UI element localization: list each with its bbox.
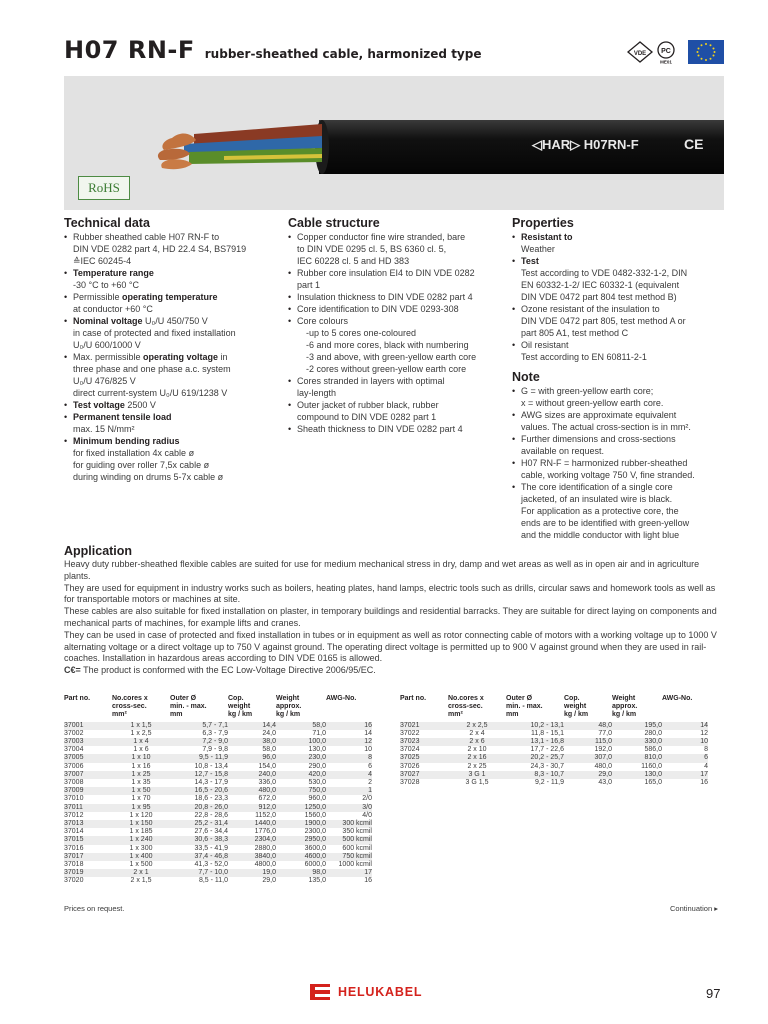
- table-cell: 30,6 - 38,3: [170, 836, 228, 844]
- table-cell: 130,0: [308, 746, 326, 754]
- table-row: [64, 754, 372, 762]
- table-cell: 37021: [400, 722, 448, 730]
- table-row: [64, 746, 372, 754]
- col-header-weight: Weight approx. kg / km: [276, 695, 302, 719]
- col-header-cop: Cop. weight kg / km: [564, 695, 589, 719]
- table-cell: 37010: [64, 795, 84, 803]
- table-cell: 290,0: [308, 762, 326, 770]
- table-cell: 6000,0: [304, 861, 326, 869]
- table-cell: 1000 kcmil: [338, 861, 372, 869]
- list-item: • The core identification of a single core jacketed, of an insulated wire is black. For application as a protective core, the ends are to be identified with green-yellow and the middle conductor with light blue: [512, 481, 728, 541]
- list-item: • Outer jacket of rubber black, rubber compound to DIN VDE 0282 part 1: [288, 399, 504, 423]
- table-cell: 912,0: [228, 804, 276, 812]
- table-row: [64, 738, 372, 746]
- table-cell: 20,8 - 26,0: [170, 804, 228, 812]
- table-row: [400, 771, 708, 779]
- table-cell: 2 x 16: [448, 754, 506, 762]
- table-cell: 1 x 300: [129, 844, 153, 852]
- table-cell: 17: [662, 771, 708, 779]
- list-item: • Core identification to DIN VDE 0293-308: [288, 303, 504, 315]
- table-row: [64, 812, 372, 820]
- table-cell: 9,5 - 11,9: [170, 754, 228, 762]
- table-cell: 25,2 - 31,4: [170, 820, 228, 828]
- helukabel-mark-icon: [310, 984, 330, 1000]
- table-cell: 29,0: [262, 877, 276, 885]
- table-cell: 37006: [64, 762, 84, 770]
- page-number: 97: [706, 986, 721, 1001]
- table-row: [64, 861, 372, 869]
- table-cell: 1: [326, 787, 372, 795]
- table-cell: 4800,0: [254, 861, 276, 869]
- technical-data-title: Technical data: [64, 216, 150, 230]
- table-cell: 1 x 185: [129, 828, 153, 836]
- table-cell: 98,0: [276, 869, 326, 877]
- table-cell: 14,3 - 17,9: [194, 779, 228, 787]
- table-cell: 7,2 - 9,0: [170, 738, 228, 746]
- table-cell: 29,0: [564, 771, 612, 779]
- table-cell: 22,8 - 28,6: [194, 811, 228, 819]
- table-cell: 37005: [64, 754, 112, 762]
- table-cell: 4: [704, 762, 708, 770]
- table-row: [64, 787, 372, 795]
- table-cell: 420,0: [276, 771, 326, 779]
- table-cell: 12,7 - 15,8: [170, 771, 228, 779]
- table-cell: 11,8 - 15,1: [531, 729, 564, 737]
- table-cell: 1440,0: [228, 820, 276, 828]
- application-paragraph: C€= The product is conformed with the EC Low-Voltage Directive 2006/95/EC.: [64, 665, 376, 676]
- table-cell: 12: [700, 729, 708, 737]
- table-cell: 13,1 - 16,8: [506, 738, 564, 746]
- table-cell: 3/0: [326, 804, 372, 812]
- table-cell: 1 x 50: [112, 787, 170, 795]
- table-cell: 37018: [64, 861, 84, 869]
- cable-table-right: [400, 695, 708, 787]
- application-paragraph: These cables are also suitable for fixed installation on plaster, in temporary buildings and residential barracks. They are suitable for direct laying on components and mechanical parts of machines, for example lifts and cranes.: [64, 606, 717, 628]
- list-item: • G = with green-yellow earth core; x = without green-yellow earth core.: [512, 385, 728, 409]
- col-header-awg: AWG-No.: [662, 695, 693, 702]
- table-cell: 586,0: [644, 746, 662, 754]
- table-cell: 16,5 - 20,6: [170, 787, 228, 795]
- table-cell: 350 kcmil: [342, 828, 372, 836]
- svg-text:VDE: VDE: [633, 51, 647, 57]
- table-cell: 480,0: [594, 762, 612, 770]
- application-section: [64, 543, 728, 677]
- application-paragraph: Heavy duty rubber-sheathed flexible cables are suited for use for medium mechanical stress in dry, damp and wet areas as well as in open air and in agriculture plants.: [64, 559, 700, 581]
- ce-mark: CE: [684, 136, 704, 152]
- table-cell: 10,8 - 13,4: [194, 762, 228, 770]
- eu-flag-logo: [688, 40, 724, 64]
- table-cell: 10: [364, 746, 372, 754]
- table-cell: 37023: [400, 738, 448, 746]
- table-cell: 16: [700, 779, 708, 787]
- list-item: • Resistant to Weather: [512, 231, 728, 255]
- table-row: [64, 869, 372, 877]
- table-cell: 100,0: [276, 738, 326, 746]
- properties-section: [512, 215, 728, 541]
- table-cell: 2 x 10: [467, 746, 487, 754]
- table-cell: 1 x 120: [129, 811, 153, 819]
- table-row: [400, 763, 708, 771]
- list-item: • Core colours -up to 5 cores one-coloured -6 and more cores, black with numbering -3 and above, with green-yellow earth core -2 cores without green-yellow earth core: [288, 315, 504, 375]
- table-row: [64, 828, 372, 836]
- table-cell: 71,0: [312, 729, 326, 737]
- list-item: • Minimum bending radius for fixed installation 4x cable ø for guiding over roller 7,5x cable ø during winding on drums 5-7x cable ø: [64, 435, 282, 483]
- table-cell: 480,0: [228, 787, 276, 795]
- table-cell: 2880,0: [254, 844, 276, 852]
- cable-structure-section: [288, 215, 504, 435]
- table-cell: 37024: [400, 746, 420, 754]
- table-cell: 16: [364, 877, 372, 885]
- table-cell: 6: [368, 762, 372, 770]
- helukabel-logo: [310, 984, 422, 1000]
- table-cell: 24,3 - 30,7: [530, 762, 564, 770]
- continuation-link[interactable]: Continuation ▸: [670, 904, 718, 913]
- table-cell: 18,6 - 23,3: [194, 795, 228, 803]
- table-body: [400, 722, 708, 788]
- table-cell: 8: [326, 754, 372, 762]
- table-cell: 2304,0: [228, 836, 276, 844]
- list-item: • Test Test according to VDE 0482-332-1-2, DIN EN 60332-1-2/ IEC 60332-1 (equivalent DIN VDE 0472 part 804 test method B): [512, 255, 728, 303]
- table-cell: 33,5 - 41,9: [194, 844, 228, 852]
- table-cell: 2 x 1: [112, 869, 170, 877]
- properties-title: Properties: [512, 216, 574, 230]
- col-header-awg: AWG-No.: [326, 695, 357, 702]
- table-cell: 960,0: [308, 795, 326, 803]
- table-cell: 37020: [64, 877, 84, 885]
- table-row: [64, 771, 372, 779]
- table-cell: 810,0: [612, 754, 662, 762]
- col-header-part: Part no.: [400, 695, 427, 702]
- page-header: [64, 36, 481, 68]
- table-row: [64, 730, 372, 738]
- table-cell: 4: [326, 771, 372, 779]
- table-cell: 17,7 - 22,6: [530, 746, 564, 754]
- table-cell: 1 x 25: [112, 771, 170, 779]
- table-cell: 58,0: [262, 746, 276, 754]
- table-cell: 17: [326, 869, 372, 877]
- list-item: • Copper conductor fine wire stranded, bare to DIN VDE 0295 cl. 5, BS 6360 cl. 5, IEC 60228 cl. 5 and HD 383: [288, 231, 504, 267]
- col-header-weight: Weight approx. kg / km: [612, 695, 638, 719]
- table-cell: 300 kcmil: [326, 820, 372, 828]
- note-list: [512, 385, 728, 541]
- table-row: [64, 795, 372, 803]
- table-cell: 1160,0: [641, 762, 662, 770]
- list-item: • Max. permissible operating voltage in three phase and one phase a.c. system U₀/U 476/825 V direct current-system U₀/U 619/1238 V: [64, 351, 282, 399]
- table-cell: 240,0: [228, 771, 276, 779]
- ce-symbol: C€=: [64, 665, 81, 676]
- table-cell: 37011: [64, 804, 112, 812]
- table-cell: 37012: [64, 811, 84, 819]
- table-cell: 1 x 400: [112, 853, 170, 861]
- table-cell: 230,0: [276, 754, 326, 762]
- table-cell: 192,0: [594, 746, 612, 754]
- table-cell: 38,0: [228, 738, 276, 746]
- table-cell: 600 kcmil: [342, 844, 372, 852]
- table-cell: 37004: [64, 746, 84, 754]
- cable-table-left: [64, 695, 372, 886]
- table-cell: 336,0: [258, 779, 276, 787]
- prices-note: Prices on request.: [64, 904, 125, 913]
- rohs-logo: RoHS: [78, 176, 130, 200]
- table-cell: 37003: [64, 738, 112, 746]
- table-cell: 37008: [64, 779, 84, 787]
- list-item: • Cores stranded in layers with optimal lay-length: [288, 375, 504, 399]
- table-cell: 37016: [64, 844, 84, 852]
- table-cell: 58,0: [276, 722, 326, 730]
- table-cell: 2 x 2,5: [448, 722, 506, 730]
- table-cell: 2 x 6: [448, 738, 506, 746]
- vde-logo: [628, 42, 652, 62]
- table-cell: 37,4 - 46,8: [170, 853, 228, 861]
- table-cell: 2/0: [362, 795, 372, 803]
- table-row: [64, 877, 372, 885]
- list-item: • Ozone resistant of the insulation to DIN VDE 0472 part 805, test method A or part 805 A1, test method C: [512, 303, 728, 339]
- table-cell: 1 x 500: [129, 861, 153, 869]
- table-cell: 37027: [400, 771, 448, 779]
- application-title: Application: [64, 544, 133, 558]
- cable-structure-title: Cable structure: [288, 216, 380, 230]
- table-cell: 10,2 - 13,1: [506, 722, 564, 730]
- table-row: [400, 722, 708, 730]
- table-cell: 37007: [64, 771, 112, 779]
- list-item: • Rubber core insulation EI4 to DIN VDE 0282 part 1: [288, 267, 504, 291]
- table-cell: 530,0: [308, 779, 326, 787]
- table-cell: 2300,0: [304, 828, 326, 836]
- table-cell: 672,0: [258, 795, 276, 803]
- table-cell: 27,6 - 34,4: [194, 828, 228, 836]
- table-cell: 6: [662, 754, 708, 762]
- table-cell: 14: [364, 729, 372, 737]
- table-cell: 1 x 2,5: [130, 729, 152, 737]
- table-cell: 3 G 1,5: [465, 779, 489, 787]
- certification-logos: [626, 40, 726, 64]
- table-row: [64, 804, 372, 812]
- table-cell: 77,0: [598, 729, 612, 737]
- table-cell: 330,0: [612, 738, 662, 746]
- table-cell: 1776,0: [254, 828, 276, 836]
- table-body: [64, 722, 372, 886]
- table-cell: 24,0: [262, 729, 276, 737]
- table-cell: 20,2 - 25,7: [506, 754, 564, 762]
- list-item: • Insulation thickness to DIN VDE 0282 part 4: [288, 291, 504, 303]
- table-cell: 2: [368, 779, 372, 787]
- table-cell: 1 x 150: [112, 820, 170, 828]
- list-item: • Further dimensions and cross-sections available on request.: [512, 433, 728, 457]
- table-cell: 2 x 4: [469, 729, 485, 737]
- table-cell: 8,5 - 11,0: [198, 877, 228, 885]
- application-paragraph: They are used for equipment in industry works such as boilers, heating plates, hand lamps, electric tools such as drills, circular saws and homework tools as well as for transportable motors or machines at site.: [64, 582, 716, 605]
- table-cell: 37028: [400, 779, 420, 787]
- table-row: [64, 722, 372, 730]
- svg-text:PC: PC: [661, 48, 671, 55]
- table-cell: 750,0: [276, 787, 326, 795]
- table-cell: 2 x 1,5: [130, 877, 152, 885]
- col-header-cop: Cop. weight kg / km: [228, 695, 253, 719]
- table-cell: 37001: [64, 722, 112, 730]
- svg-text:ME01: ME01: [660, 59, 672, 64]
- table-cell: 3 G 1: [448, 771, 506, 779]
- product-subtitle: rubber-sheathed cable, harmonized type: [204, 47, 482, 61]
- table-cell: 37022: [400, 729, 420, 737]
- table-cell: 3600,0: [304, 844, 326, 852]
- table-cell: 500 kcmil: [326, 836, 372, 844]
- table-cell: 1 x 10: [112, 754, 170, 762]
- table-cell: 12: [326, 738, 372, 746]
- table-cell: 8: [704, 746, 708, 754]
- col-header-cores: No.cores x cross-sec. mm²: [448, 695, 484, 719]
- table-cell: 1 x 4: [112, 738, 170, 746]
- table-row: [400, 779, 708, 787]
- table-cell: 2950,0: [276, 836, 326, 844]
- table-row: [64, 853, 372, 861]
- table-cell: 2 x 25: [467, 762, 487, 770]
- table-cell: 43,0: [598, 779, 612, 787]
- col-header-part: Part no.: [64, 695, 91, 702]
- table-cell: 41,3 - 52,0: [194, 861, 228, 869]
- table-cell: 130,0: [612, 771, 662, 779]
- list-item: • Oil resistant Test according to EN 60811-2-1: [512, 339, 728, 363]
- table-cell: 37009: [64, 787, 112, 795]
- table-cell: 96,0: [228, 754, 276, 762]
- col-header-outer: Outer Ø min. - max. mm: [506, 695, 543, 719]
- list-item: • Test voltage 2500 V: [64, 399, 282, 411]
- table-cell: 7,9 - 9,8: [202, 746, 228, 754]
- list-item: • H07 RN-F = harmonized rubber-sheathed cable, working voltage 750 V, fine stranded.: [512, 457, 728, 481]
- table-cell: 1152,0: [255, 811, 276, 819]
- table-cell: 14,4: [228, 722, 276, 730]
- table-cell: 1 x 95: [112, 804, 170, 812]
- brand-name: HELUKABEL: [338, 985, 423, 999]
- product-code: H07 RN-F: [64, 36, 195, 64]
- table-cell: 1 x 16: [131, 762, 151, 770]
- table-cell: 9,2 - 11,9: [534, 779, 564, 787]
- table-cell: 135,0: [308, 877, 326, 885]
- col-header-cores: No.cores x cross-sec. mm²: [112, 695, 148, 719]
- table-cell: 8,3 - 10,7: [506, 771, 564, 779]
- list-item: • Permanent tensile load max. 15 N/mm²: [64, 411, 282, 435]
- table-row: [64, 820, 372, 828]
- table-cell: 3840,0: [228, 853, 276, 861]
- table-row: [64, 779, 372, 787]
- table-cell: 16: [326, 722, 372, 730]
- table-cell: 6,3 - 7,9: [202, 729, 228, 737]
- note-title: Note: [512, 370, 540, 384]
- table-cell: 1 x 35: [131, 779, 151, 787]
- table-cell: 37014: [64, 828, 84, 836]
- table-cell: 307,0: [564, 754, 612, 762]
- table-row: [64, 836, 372, 844]
- table-cell: 4/0: [362, 811, 372, 819]
- table-cell: 1 x 6: [133, 746, 149, 754]
- list-item: • Nominal voltage U₀/U 450/750 V in case of protected and fixed installation U₀/U 600/1000 V: [64, 315, 282, 351]
- table-cell: 37026: [400, 762, 420, 770]
- cable-print-label: ◁HAR▷ H07RN-F: [532, 137, 639, 152]
- table-cell: 5,7 - 7,1: [170, 722, 228, 730]
- application-paragraph: They can be used in case of protected and fixed installation in tubes or in equipment as well as rotor connecting cable of motors with a working voltage up to 1000 V alternating voltage or a direct voltage up to 750 V against ground. The operating direct voltage is permitted up to 900 V against ground when they are used in rail-coaches. Installation in hazardous areas according to DIN VDE 0165 is allowed.: [64, 629, 717, 664]
- table-row: [400, 730, 708, 738]
- table-cell: 195,0: [612, 722, 662, 730]
- table-row: [400, 746, 708, 754]
- gost-logo: [658, 42, 674, 64]
- list-item: • Temperature range -30 °C to +60 °C: [64, 267, 282, 291]
- technical-data-section: [64, 215, 282, 483]
- table-row: [64, 763, 372, 771]
- list-item: • AWG sizes are approximate equivalent values. The actual cross-section is in mm².: [512, 409, 728, 433]
- table-cell: 10: [662, 738, 708, 746]
- table-cell: 1 x 70: [131, 795, 151, 803]
- list-item: • Permissible operating temperature at conductor +60 °C: [64, 291, 282, 315]
- table-cell: 1 x 240: [112, 836, 170, 844]
- product-photo: [64, 76, 724, 210]
- table-cell: 48,0: [564, 722, 612, 730]
- table-cell: 37015: [64, 836, 112, 844]
- table-cell: 1560,0: [304, 811, 326, 819]
- table-cell: 37017: [64, 853, 112, 861]
- table-cell: 115,0: [564, 738, 612, 746]
- table-cell: 19,0: [228, 869, 276, 877]
- table-cell: 1 x 1,5: [112, 722, 170, 730]
- table-cell: 37019: [64, 869, 112, 877]
- table-cell: 37013: [64, 820, 112, 828]
- table-cell: 7,7 - 10,0: [170, 869, 228, 877]
- table-cell: 280,0: [644, 729, 662, 737]
- list-item: • Sheath thickness to DIN VDE 0282 part 4: [288, 423, 504, 435]
- table-cell: 1900,0: [276, 820, 326, 828]
- table-cell: 750 kcmil: [326, 853, 372, 861]
- table-cell: 154,0: [258, 762, 276, 770]
- table-cell: 1250,0: [276, 804, 326, 812]
- table-cell: 4600,0: [276, 853, 326, 861]
- table-row: [400, 738, 708, 746]
- table-cell: 37002: [64, 729, 84, 737]
- table-cell: 37025: [400, 754, 448, 762]
- list-item: • Rubber sheathed cable H07 RN-F to DIN VDE 0282 part 4, HD 22.4 S4, BS7919 ≙IEC 60245-4: [64, 231, 282, 267]
- table-cell: 14: [662, 722, 708, 730]
- table-row: [400, 754, 708, 762]
- table-cell: 165,0: [644, 779, 662, 787]
- col-header-outer: Outer Ø min. - max. mm: [170, 695, 207, 719]
- table-row: [64, 845, 372, 853]
